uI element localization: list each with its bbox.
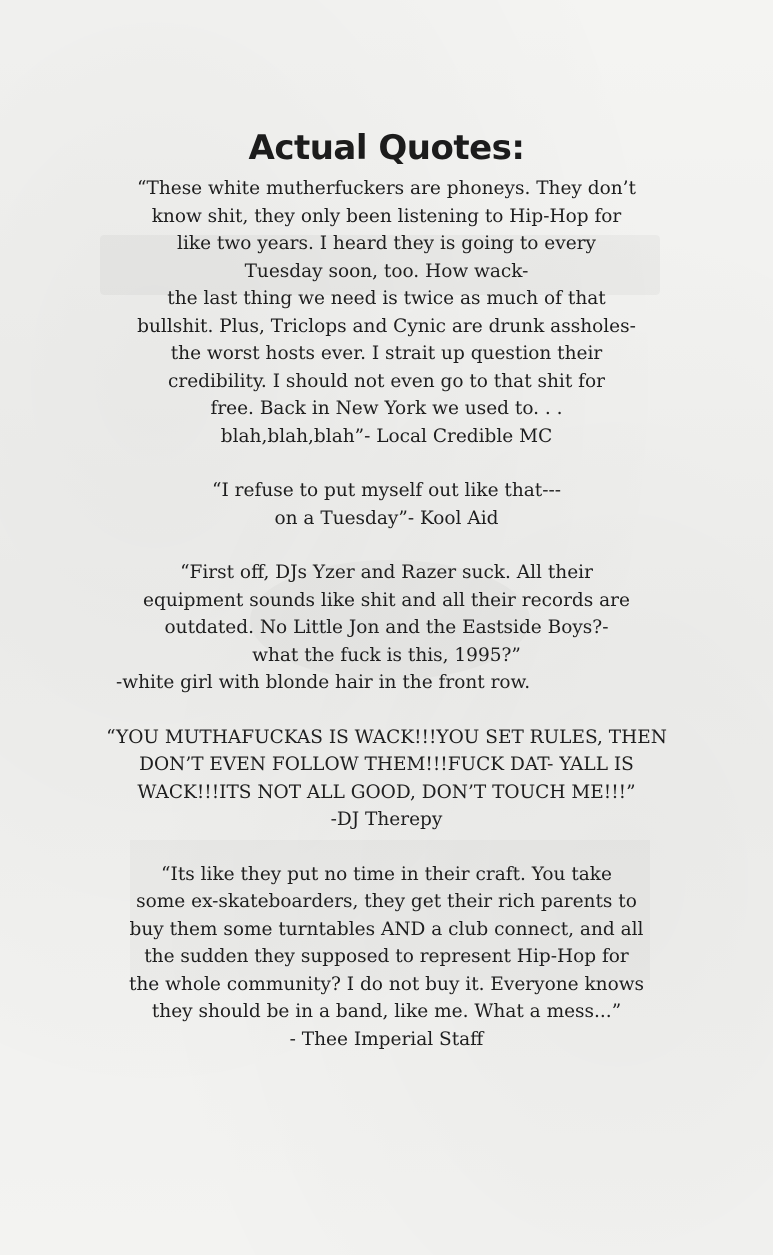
quote-attribution: blah,blah,blah”- Local Credible MC [220,425,553,447]
quote-line: the sudden they supposed to represent Hip-Hop for [144,946,629,967]
quote-line: know shit, they only been listening to Hip-Hop for [151,205,622,227]
quote-line: “First off, DJs Yzer and Razer suck. All their [180,562,593,583]
quote-attribution: -DJ Therepy [330,809,443,830]
quote-white-girl [70,559,703,697]
quote-line: some ex-skateboarders, they get their rich parents to [136,891,637,912]
quote-line: the worst hosts ever. I strait up question their [170,343,603,364]
quote-line: outdated. No Little Jon and the Eastside Boys?- [164,617,609,638]
quote-line: “These white mutherfuckers are phoneys. They don’t [137,178,636,199]
quote-line: “YOU MUTHAFUCKAS IS WACK!!!YOU SET RULES, THEN [106,726,667,748]
quote-line: Tuesday soon, too. How wack- [244,260,529,282]
quote-line: “I refuse to put myself out like that--- [212,480,561,501]
quote-line: the whole community? I do not buy it. Everyone knows [128,973,645,995]
quote-line: they should be in a band, like me. What a mess...” [151,1001,622,1022]
quote-line: equipment sounds like shit and all their records are [143,589,630,611]
quote-line: DON’T EVEN FOLLOW THEM!!!FUCK DAT- YALL IS [139,754,634,775]
quote-kool-aid [70,477,703,532]
quote-thee-imperial-staff [70,861,703,1054]
quote-line: bullshit. Plus, Triclops and Cynic are drunk assholes- [137,315,636,337]
quote-line: credibility. I should not even go to that shit for [168,370,605,392]
quote-local-credible-mc [70,175,703,450]
quote-line: buy them some turntables AND a club connect, and all [129,918,644,940]
quote-line: the last thing we need is twice as much of that [167,288,606,309]
quote-dj-therepy [70,724,703,834]
quote-attribution: on a Tuesday”- Kool Aid [274,507,499,529]
quote-line: like two years. I heard they is going to every [177,233,596,254]
quote-line: WACK!!!ITS NOT ALL GOOD, DON’T TOUCH ME!!!” [137,781,636,803]
quotes-list [70,175,703,1080]
quote-line: what the fuck is this, 1995?” [252,644,521,666]
quote-attribution: -white girl with blonde hair in the front row. [116,672,531,693]
quote-attribution: - Thee Imperial Staff [289,1028,484,1050]
quote-line: free. Back in New York we used to. . . [210,398,563,419]
page-title: Actual Quotes: [248,128,525,168]
quote-line: “Its like they put no time in their craft. You take [161,863,612,885]
